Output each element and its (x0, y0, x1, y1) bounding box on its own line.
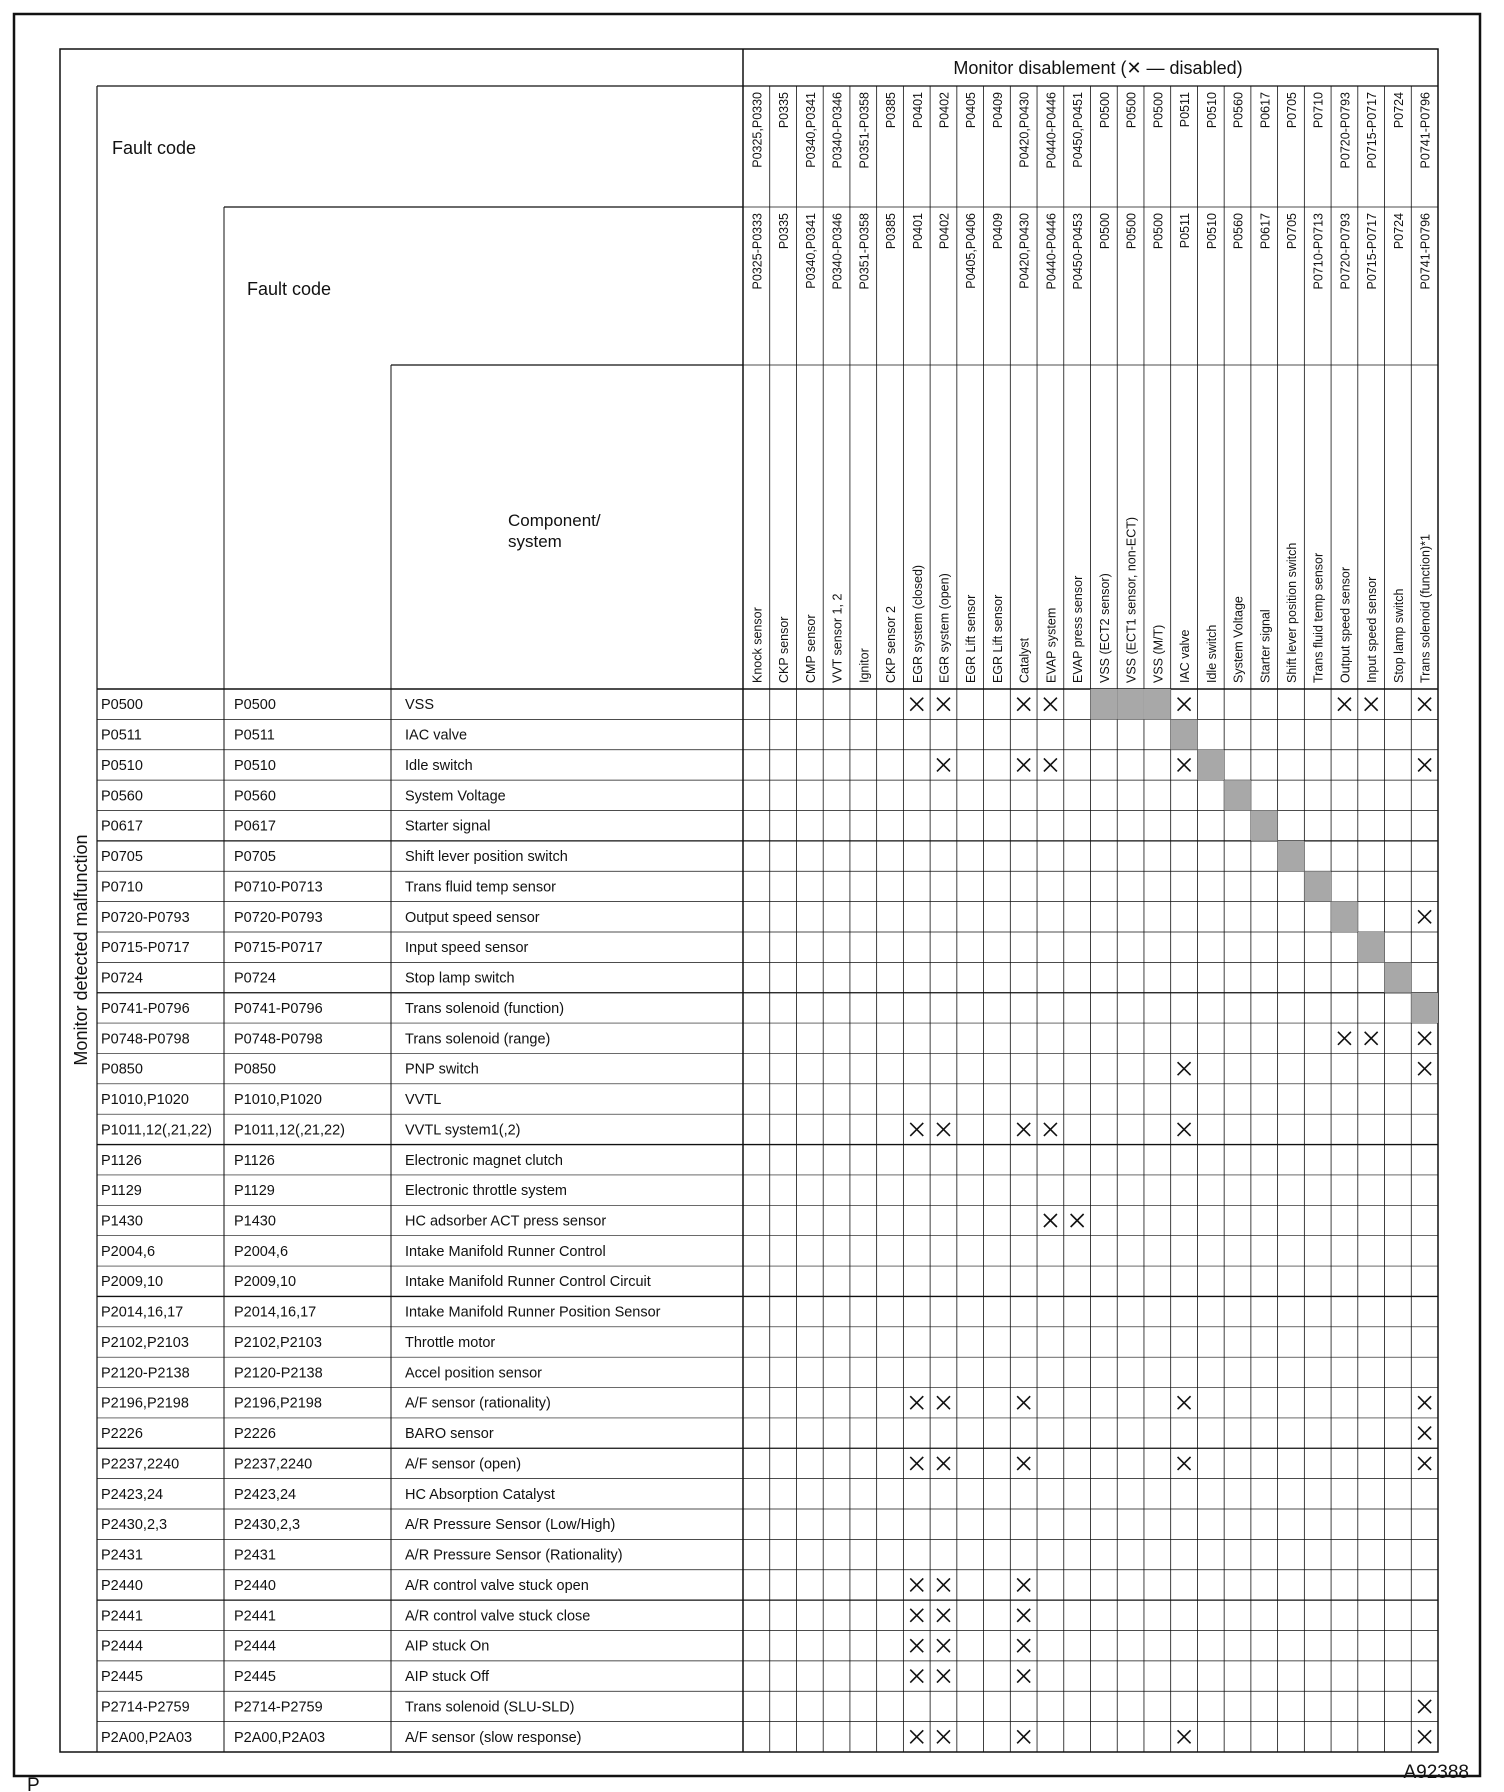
row-fault-code-1: P0748-P0798 (101, 1031, 190, 1048)
row-fault-code-2: P1011,12(,21,22) (234, 1122, 345, 1139)
row-fault-code-2: P0850 (234, 1061, 276, 1078)
disabled-x-mark (1017, 1396, 1030, 1409)
column-component-name: VSS (M/T) (1151, 624, 1166, 683)
disabled-x-mark (910, 1730, 923, 1743)
fault-code-header-1: Fault code (112, 138, 197, 158)
disabled-x-mark (1017, 1123, 1030, 1136)
shaded-cell (1171, 719, 1198, 749)
row-fault-code-2: P2431 (234, 1547, 276, 1564)
disabled-x-mark (937, 698, 950, 711)
row-fault-code-2: P2237,2240 (234, 1456, 313, 1473)
row-fault-code-2: P2430,2,3 (234, 1517, 301, 1534)
column-code-1: P0500 (1124, 92, 1139, 129)
disabled-x-mark (1044, 1214, 1057, 1227)
row-fault-code-2: P1129 (234, 1183, 275, 1200)
column-code-2: P0335 (777, 213, 792, 250)
disabled-x-mark (1017, 1730, 1030, 1743)
row-fault-code-2: P0510 (234, 757, 276, 774)
column-component-name: EVAP press sensor (1071, 575, 1086, 683)
column-code-1: P0420,P0430 (1017, 92, 1032, 168)
row-fault-code-1: P1011,12(,21,22) (101, 1122, 212, 1139)
row-fault-code-1: P2430,2,3 (101, 1517, 168, 1534)
row-component: Trans solenoid (SLU-SLD) (405, 1699, 575, 1716)
column-component-name: Input speed sensor (1365, 576, 1380, 683)
disabled-x-mark (1178, 758, 1191, 771)
column-component-name: CKP sensor 2 (884, 606, 899, 683)
row-fault-code-2: P0748-P0798 (234, 1031, 323, 1048)
column-code-1: P0560 (1231, 92, 1246, 129)
row-component: VVTL system1(,2) (405, 1122, 521, 1139)
disabled-x-mark (1418, 1032, 1431, 1045)
row-fault-code-2: P0500 (234, 697, 276, 714)
row-fault-code-2: P2226 (234, 1426, 276, 1443)
shaded-cell (1117, 689, 1144, 719)
disabled-x-mark (1017, 698, 1030, 711)
row-component: System Voltage (405, 788, 506, 805)
row-fault-code-2: P0617 (234, 818, 276, 835)
row-component: Intake Manifold Runner Control (405, 1243, 606, 1260)
disabled-x-mark (910, 1123, 923, 1136)
row-fault-code-2: P2120-P2138 (234, 1365, 323, 1382)
disabled-x-mark (1044, 698, 1057, 711)
column-code-1: P0409 (990, 92, 1005, 129)
disabled-x-mark (1418, 758, 1431, 771)
disabled-x-mark (937, 1730, 950, 1743)
monitor-detected-malfunction-label: Monitor detected malfunction (71, 834, 91, 1066)
component-header-line1: Component/ (508, 511, 601, 530)
disabled-x-mark (1178, 698, 1191, 711)
row-fault-code-1: P2445 (101, 1669, 143, 1686)
row-fault-code-2: P0710-P0713 (234, 879, 323, 896)
disabled-x-mark (1017, 1609, 1030, 1622)
disabled-x-mark (1418, 1062, 1431, 1075)
column-component-name: IAC valve (1178, 629, 1193, 683)
column-code-2: P0420,P0430 (1017, 213, 1032, 289)
column-code-1: P0511 (1178, 92, 1193, 128)
shaded-cell (1358, 932, 1385, 962)
column-component-name: Ignitor (857, 648, 872, 683)
column-component-name: Catalyst (1017, 637, 1032, 683)
disabled-x-mark (937, 1609, 950, 1622)
disabled-x-mark (910, 1578, 923, 1591)
column-code-1: P0335 (777, 92, 792, 129)
row-component: Output speed sensor (405, 909, 540, 926)
disabled-x-mark (937, 1639, 950, 1652)
shaded-cell (1251, 810, 1278, 840)
row-component: VVTL (405, 1092, 442, 1109)
column-component-name: Stop lamp switch (1391, 588, 1406, 683)
row-component: Electronic magnet clutch (405, 1152, 563, 1169)
column-code-1: P0450,P0451 (1071, 92, 1086, 168)
column-code-2: P0500 (1151, 213, 1166, 250)
row-fault-code-2: P0741-P0796 (234, 1000, 323, 1017)
row-fault-code-1: P0560 (101, 788, 143, 805)
row-fault-code-2: P0724 (234, 970, 276, 987)
row-fault-code-1: P2196,P2198 (101, 1395, 189, 1412)
row-fault-code-2: P1126 (234, 1152, 275, 1169)
row-component: Idle switch (405, 757, 473, 774)
column-code-2: P0724 (1391, 213, 1406, 250)
row-component: Starter signal (405, 818, 491, 835)
row-fault-code-1: P0617 (101, 818, 143, 835)
column-code-2: P0510 (1204, 213, 1219, 250)
row-component: Stop lamp switch (405, 970, 515, 987)
disabled-x-mark (937, 1670, 950, 1683)
column-code-1: P0340-P0346 (830, 92, 845, 169)
page-corner-letter: P (27, 1775, 40, 1792)
column-code-1: P0340,P0341 (803, 92, 818, 168)
column-code-1: P0440-P0446 (1044, 92, 1059, 169)
column-component-name: CMP sensor (803, 614, 818, 683)
row-component: A/R Pressure Sensor (Low/High) (405, 1517, 616, 1534)
column-code-2: P0351-P0358 (857, 213, 872, 290)
row-fault-code-1: P2014,16,17 (101, 1304, 184, 1321)
row-component: Throttle motor (405, 1334, 496, 1351)
row-fault-code-2: P2445 (234, 1669, 276, 1686)
disabled-x-mark (1365, 698, 1378, 711)
disabled-x-mark (937, 758, 950, 771)
disabled-x-mark (910, 1457, 923, 1470)
column-code-2: P0402 (937, 213, 952, 250)
row-fault-code-2: P1430 (234, 1213, 276, 1230)
row-fault-code-2: P2004,6 (234, 1243, 289, 1260)
disabled-x-mark (1178, 1730, 1191, 1743)
column-component-name: Trans fluid temp sensor (1311, 552, 1326, 683)
column-component-name: VVT sensor 1, 2 (830, 593, 845, 683)
column-code-1: P0325,P0330 (750, 92, 765, 168)
column-code-1: P0401 (910, 92, 925, 129)
row-component: BARO sensor (405, 1426, 494, 1443)
row-component: Input speed sensor (405, 940, 529, 957)
disabled-x-mark (1418, 1396, 1431, 1409)
disabled-x-mark (1178, 1123, 1191, 1136)
column-code-1: P0705 (1284, 92, 1299, 129)
row-fault-code-1: P2102,P2103 (101, 1334, 189, 1351)
row-fault-code-1: P0720-P0793 (101, 909, 190, 926)
column-component-name: System Voltage (1231, 596, 1246, 683)
row-fault-code-1: P1010,P1020 (101, 1092, 189, 1109)
disabled-x-mark (910, 698, 923, 711)
row-fault-code-2: P2102,P2103 (234, 1334, 322, 1351)
row-component: HC adsorber ACT press sensor (405, 1213, 607, 1230)
column-component-name: Knock sensor (750, 607, 765, 683)
disabled-x-mark (1338, 1032, 1351, 1045)
disabled-x-mark (910, 1396, 923, 1409)
column-code-1: P0710 (1311, 92, 1326, 129)
shaded-cell (1331, 902, 1358, 932)
disabled-x-mark (937, 1396, 950, 1409)
fault-code-header-2: Fault code (247, 279, 332, 299)
column-code-1: P0500 (1151, 92, 1166, 129)
row-component: AIP stuck On (405, 1638, 490, 1655)
column-code-1: P0385 (884, 92, 899, 129)
row-fault-code-1: P0500 (101, 697, 143, 714)
disabled-x-mark (1071, 1214, 1084, 1227)
row-fault-code-1: P2440 (101, 1577, 143, 1594)
column-code-1: P0720-P0793 (1338, 92, 1353, 169)
column-component-name: Shift lever position switch (1284, 542, 1299, 683)
row-fault-code-2: P0705 (234, 849, 276, 866)
column-code-1: P0617 (1258, 92, 1273, 129)
row-component: Shift lever position switch (405, 849, 568, 866)
row-fault-code-2: P2714-P2759 (234, 1699, 323, 1716)
shaded-cell (1278, 841, 1305, 871)
column-component-name: EGR Lift sensor (990, 594, 1005, 683)
disabled-x-mark (1365, 1032, 1378, 1045)
shaded-cell (1091, 689, 1118, 719)
row-fault-code-2: P1010,P1020 (234, 1092, 322, 1109)
disabled-x-mark (1017, 1578, 1030, 1591)
column-code-1: P0405 (964, 92, 979, 129)
column-component-name: EGR system (open) (937, 573, 952, 683)
column-code-1: P0715-P0717 (1365, 92, 1380, 169)
row-component: A/R Pressure Sensor (Rationality) (405, 1547, 623, 1564)
disabled-x-mark (910, 1609, 923, 1622)
component-header-line2: system (508, 532, 562, 551)
row-fault-code-2: P0715-P0717 (234, 940, 323, 957)
disabled-x-mark (937, 1457, 950, 1470)
column-code-2: P0340-P0346 (830, 213, 845, 290)
row-fault-code-1: P1430 (101, 1213, 143, 1230)
column-code-2: P0440-P0446 (1044, 213, 1059, 290)
shaded-cell (1385, 962, 1412, 992)
row-fault-code-2: P0720-P0793 (234, 909, 323, 926)
row-fault-code-1: P1129 (101, 1183, 142, 1200)
row-fault-code-1: P0510 (101, 757, 143, 774)
shaded-cell (1224, 780, 1251, 810)
shaded-cell (1144, 689, 1171, 719)
row-fault-code-1: P0710 (101, 879, 143, 896)
row-component: Intake Manifold Runner Control Circuit (405, 1274, 651, 1291)
row-fault-code-2: P2009,10 (234, 1274, 297, 1291)
disabled-x-mark (1418, 1700, 1431, 1713)
disabled-x-mark (1178, 1457, 1191, 1470)
row-component: A/F sensor (rationality) (405, 1395, 551, 1412)
row-fault-code-1: P0511 (101, 727, 142, 744)
row-fault-code-1: P2423,24 (101, 1486, 164, 1503)
disabled-x-mark (1418, 1427, 1431, 1440)
disabled-x-mark (1338, 698, 1351, 711)
column-component-name: EVAP system (1044, 607, 1059, 683)
row-fault-code-1: P0724 (101, 970, 143, 987)
column-code-1: P0402 (937, 92, 952, 129)
row-fault-code-1: P0850 (101, 1061, 143, 1078)
row-component: A/R control valve stuck close (405, 1608, 591, 1625)
row-component: Electronic throttle system (405, 1183, 567, 1200)
table-title: Monitor disablement (✕ — disabled) (953, 58, 1243, 78)
row-fault-code-1: P2A00,P2A03 (101, 1729, 193, 1746)
row-component: Trans solenoid (function) (405, 1000, 565, 1017)
row-component: Trans fluid temp sensor (405, 879, 556, 896)
column-code-2: P0705 (1284, 213, 1299, 250)
row-component: A/R control valve stuck open (405, 1577, 589, 1594)
row-fault-code-1: P2714-P2759 (101, 1699, 190, 1716)
row-fault-code-1: P2120-P2138 (101, 1365, 190, 1382)
row-fault-code-1: P2444 (101, 1638, 143, 1655)
column-code-2: P0450-P0453 (1071, 213, 1086, 290)
column-code-2: P0340,P0341 (803, 213, 818, 289)
row-fault-code-2: P0560 (234, 788, 276, 805)
column-code-2: P0500 (1097, 213, 1112, 250)
row-component: Accel position sensor (405, 1365, 543, 1382)
row-fault-code-2: P2440 (234, 1577, 276, 1594)
column-component-name: EGR system (closed) (910, 564, 925, 683)
column-component-name: CKP sensor (777, 616, 792, 683)
row-fault-code-2: P0511 (234, 727, 275, 744)
disabled-x-mark (1017, 1639, 1030, 1652)
shaded-cell (1304, 871, 1331, 901)
disabled-x-mark (937, 1578, 950, 1591)
disabled-x-mark (1178, 1396, 1191, 1409)
row-fault-code-2: P2444 (234, 1638, 276, 1655)
disabled-x-mark (1017, 1457, 1030, 1470)
disabled-x-mark (1017, 1670, 1030, 1683)
shaded-cells (1091, 689, 1439, 1023)
row-fault-code-2: P2A00,P2A03 (234, 1729, 326, 1746)
column-code-1: P0351-P0358 (857, 92, 872, 169)
column-code-2: P0710-P0713 (1311, 213, 1326, 290)
column-code-2: P0617 (1258, 213, 1273, 250)
row-component: IAC valve (405, 727, 468, 744)
column-code-1: P0510 (1204, 92, 1219, 129)
row-fault-code-2: P2441 (234, 1608, 276, 1625)
row-fault-code-2: P2423,24 (234, 1486, 297, 1503)
disabled-x-mark (910, 1670, 923, 1683)
row-component: A/F sensor (open) (405, 1456, 522, 1473)
column-component-name: VSS (ECT2 sensor) (1097, 573, 1112, 683)
column-component-name: Trans solenoid (function)*1 (1418, 534, 1433, 683)
row-component: Intake Manifold Runner Position Sensor (405, 1304, 661, 1321)
row-fault-code-1: P2226 (101, 1426, 143, 1443)
row-fault-code-2: P2014,16,17 (234, 1304, 317, 1321)
shaded-cell (1197, 750, 1224, 780)
figure-id: A92388 (1403, 1762, 1469, 1783)
column-code-2: P0401 (910, 213, 925, 250)
column-code-2: P0560 (1231, 213, 1246, 250)
disabled-x-mark (1044, 1123, 1057, 1136)
column-code-2: P0720-P0793 (1338, 213, 1353, 290)
disabled-x-mark (1418, 698, 1431, 711)
disabled-x-mark (1418, 1730, 1431, 1743)
column-component-name: Idle switch (1204, 624, 1219, 683)
column-code-2: P0511 (1178, 213, 1193, 249)
disabled-x-mark (1418, 1457, 1431, 1470)
column-component-name: Starter signal (1258, 609, 1273, 683)
column-code-2: P0409 (990, 213, 1005, 250)
row-component: PNP switch (405, 1061, 479, 1078)
row-component: HC Absorption Catalyst (405, 1486, 555, 1503)
row-fault-code-1: P0741-P0796 (101, 1000, 190, 1017)
row-fault-code-1: P0715-P0717 (101, 940, 190, 957)
column-code-2: P0500 (1124, 213, 1139, 250)
column-component-name: Output speed sensor (1338, 566, 1353, 683)
column-code-1: P0724 (1391, 92, 1406, 129)
shaded-cell (1411, 993, 1438, 1023)
column-code-1: P0741-P0796 (1418, 92, 1433, 169)
column-component-name: VSS (ECT1 sensor, non-ECT) (1124, 516, 1139, 683)
disabled-x-mark (1178, 1062, 1191, 1075)
disabled-x-mark (910, 1639, 923, 1652)
disabled-x-mark (1418, 910, 1431, 923)
disabled-x-mark (1044, 758, 1057, 771)
column-code-2: P0325-P0333 (750, 213, 765, 290)
row-fault-code-1: P1126 (101, 1152, 142, 1169)
column-code-2: P0385 (884, 213, 899, 250)
row-fault-code-1: P0705 (101, 849, 143, 866)
row-fault-code-1: P2441 (101, 1608, 143, 1625)
row-component: A/F sensor (slow response) (405, 1729, 582, 1746)
column-code-2: P0715-P0717 (1365, 213, 1380, 290)
column-code-1: P0500 (1097, 92, 1112, 129)
row-fault-code-1: P2431 (101, 1547, 143, 1564)
column-code-2: P0405,P0406 (964, 213, 979, 289)
row-fault-code-2: P2196,P2198 (234, 1395, 322, 1412)
disabled-x-mark (937, 1123, 950, 1136)
row-component: VSS (405, 697, 435, 714)
row-fault-code-1: P2004,6 (101, 1243, 156, 1260)
row-fault-code-1: P2009,10 (101, 1274, 164, 1291)
disabled-x-mark (1017, 758, 1030, 771)
row-fault-code-1: P2237,2240 (101, 1456, 180, 1473)
column-component-name: EGR Lift sensor (964, 594, 979, 683)
column-code-2: P0741-P0796 (1418, 213, 1433, 290)
row-component: AIP stuck Off (405, 1669, 490, 1686)
row-component: Trans solenoid (range) (405, 1031, 551, 1048)
